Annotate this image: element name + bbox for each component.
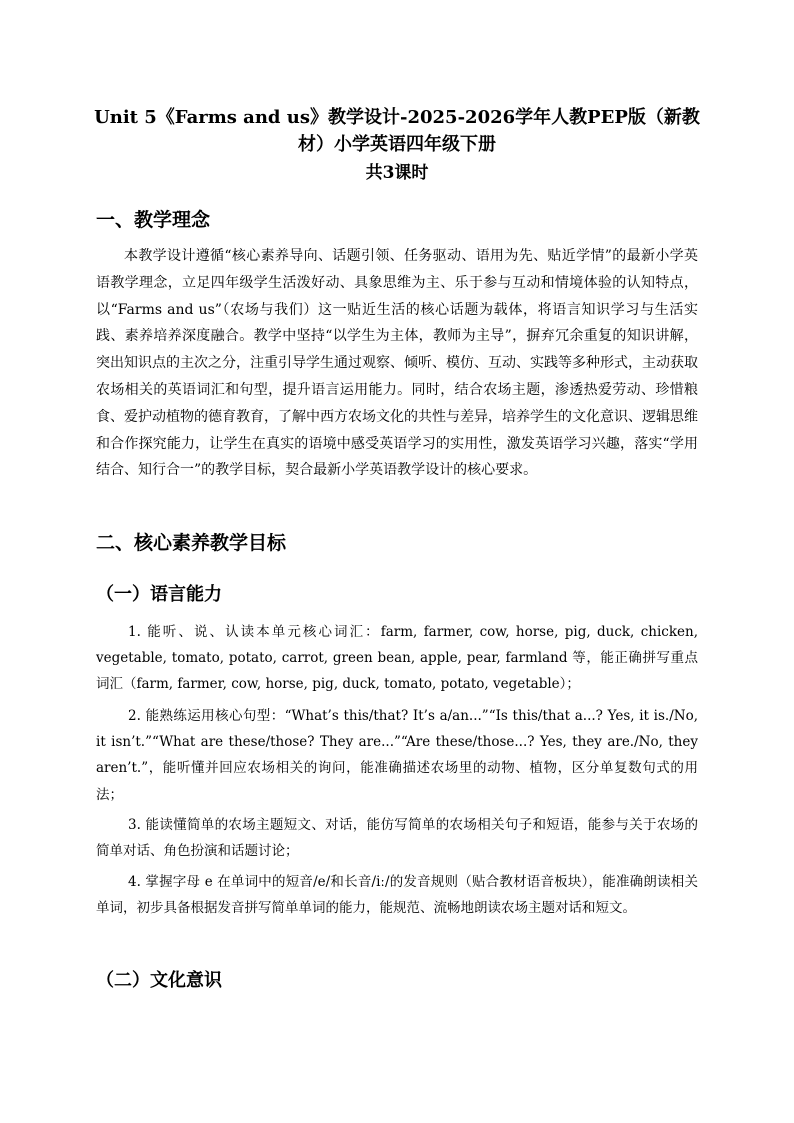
document-title: Unit 5《Farms and us》教学设计-2025-2026学年人教PEP版（新教材）小学英语四年级下册 bbox=[94, 107, 700, 155]
teaching-philosophy-paragraph: 本教学设计遵循“核心素养导向、话题引领、任务驱动、语用为先、贴近学情”的最新小学英语教学理念，立足四年级学生活泼好动、具象思维为主、乐于参与互动和情境体验的认知特点，以“Farms and us”（农场与我们）这一贴近生活的核心话题为载体，将语言知识学习与生活实践、素养培养深度融合。教学中坚持“以学生为主体，教师为主导”，摒弃冗余重复的知识讲解，突出知识点的主次之分，注重引导学生通过观察、倾听、模仿、互动、实践等多种形式，主动获取农场相关的英语词汇和句型，提升语言运用能力。同时，结合农场主题，渗透热爱劳动、珍惜粮食、爱护动植物的德育教育，了解中西方农场文化的共性与差异，培养学生的文化意识、逻辑思维和合作探究能力，让学生在真实的语境中感受英语学习的实用性，激发英语学习兴趣，落实“学用结合、知行合一”的教学目标，契合最新小学英语教学设计的核心要求。 bbox=[96, 248, 698, 479]
objective-item-3: 3. 能读懂简单的农场主题短文、对话，能仿写简单的农场相关句子和短语，能参与关于农场的简单对话、角色扮演和话题讨论； bbox=[96, 817, 698, 860]
objective-item-4: 4. 掌握字母 e 在单词中的短音/e/和长音/iː/的发音规则（贴合教材语音板块），能准确朗读相关单词，初步具备根据发音拼写简单单词的能力，能规范、流畅地朗读农场主题对话和短文。 bbox=[96, 874, 698, 917]
section-heading-core-objectives: 二、核心素养教学目标 bbox=[96, 532, 287, 554]
objective-item-1: 1. 能听、说、认读本单元核心词汇：farm, farmer, cow, horse, pig, duck, chicken, vegetable, tomato, potato, carrot, green bean, apple, pear, farmland 等，能正确拼写重点词汇（farm, farmer, cow, horse, pig, duck, tomato, potato, vegetable）； bbox=[96, 624, 698, 693]
objective-item-2: 2. 能熟练运用核心句型：“What’s this/that? It’s a/an...”“Is this/that a...? Yes, it is./No, it isn’t.”“What are these/those? They are...”“Are these/those...? Yes, they are./No, they aren’t.”，能听懂并回应农场相关的询问，能准确描述农场里的动物、植物，区分单复数句式的用法； bbox=[96, 708, 698, 803]
document-subtitle: 共3课时 bbox=[365, 163, 429, 183]
subsection-heading-language-ability: （一）语言能力 bbox=[96, 584, 222, 605]
section-heading-teaching-philosophy: 一、教学理念 bbox=[96, 209, 211, 231]
subsection-heading-cultural-awareness: （二）文化意识 bbox=[96, 970, 222, 991]
